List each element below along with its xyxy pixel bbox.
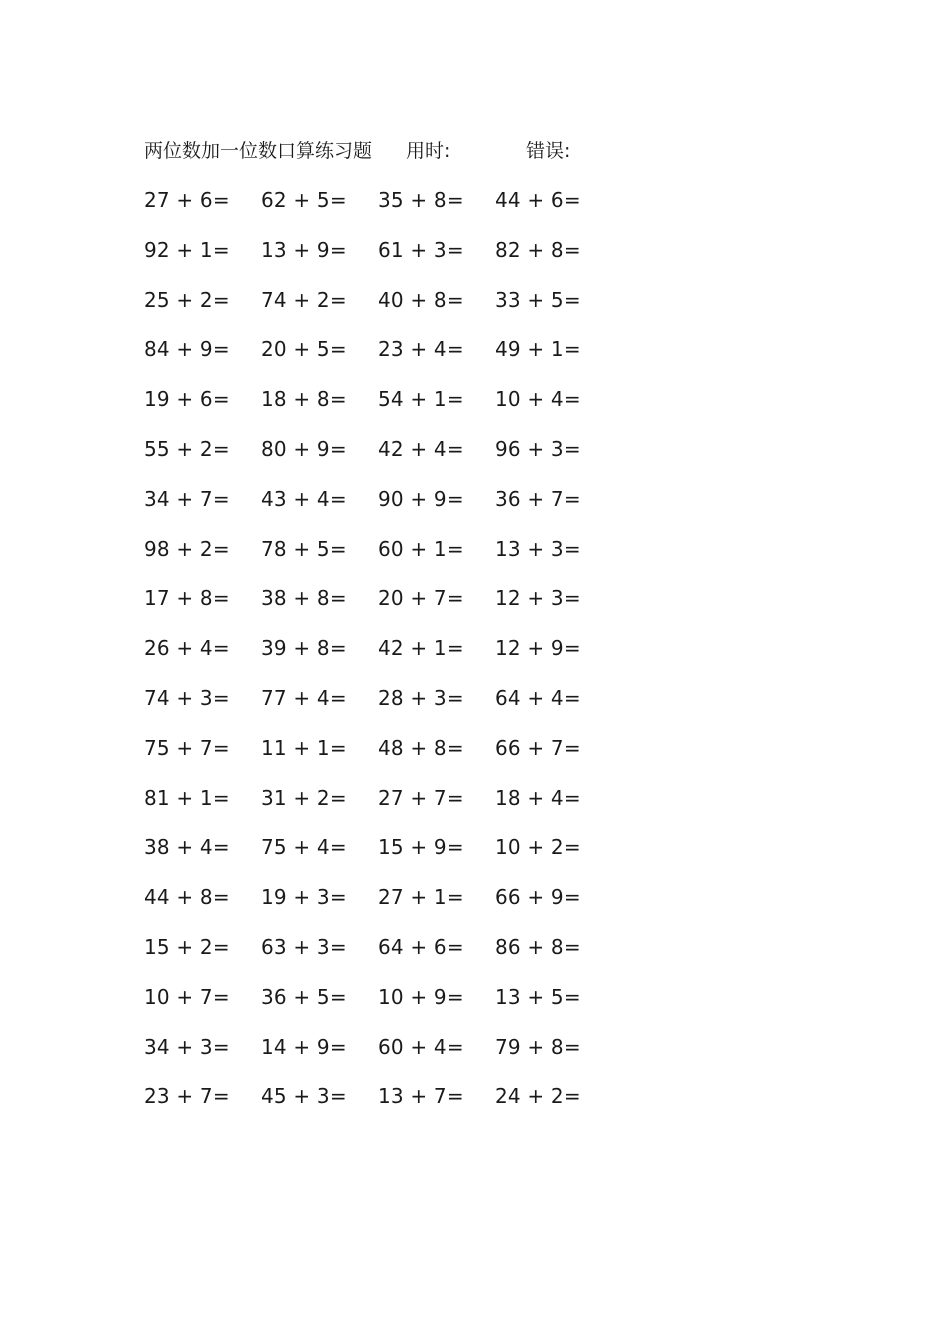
problem-row [144,782,624,832]
problem-row [144,1080,624,1130]
problem-item: 74 + 2= [261,287,347,312]
problem-grid [144,184,624,1130]
problem-item: 78 + 5= [261,536,347,561]
problem-item: 15 + 9= [378,835,464,860]
problem-item: 42 + 4= [378,436,464,461]
problem-item: 23 + 4= [378,337,464,362]
problem-item: 45 + 3= [261,1084,347,1109]
problem-item: 35 + 8= [378,188,464,212]
problem-item: 27 + 6= [144,188,230,212]
problem-item: 96 + 3= [495,436,581,461]
problem-item: 14 + 9= [261,1034,347,1059]
problem-item: 64 + 6= [378,934,464,959]
problem-row [144,433,624,483]
problem-item: 19 + 6= [144,387,230,412]
problem-item: 15 + 2= [144,934,230,959]
problem-row [144,234,624,284]
problem-item: 55 + 2= [144,436,230,461]
problem-row [144,333,624,383]
problem-item: 13 + 3= [495,536,581,561]
problem-item: 33 + 5= [495,287,581,312]
problem-item: 66 + 9= [495,885,581,910]
problem-row [144,981,624,1031]
problem-item: 66 + 7= [495,735,581,760]
problem-item: 20 + 7= [378,586,464,611]
problem-row [144,582,624,632]
problem-item: 61 + 3= [378,237,464,262]
problem-item: 48 + 8= [378,735,464,760]
problem-item: 12 + 9= [495,636,581,661]
problem-item: 10 + 4= [495,387,581,412]
problem-row [144,881,624,931]
problem-item: 10 + 2= [495,835,581,860]
problem-item: 10 + 7= [144,984,230,1009]
problem-item: 27 + 7= [378,785,464,810]
problem-item: 13 + 7= [378,1084,464,1109]
problem-item: 54 + 1= [378,387,464,412]
problem-item: 36 + 5= [261,984,347,1009]
problem-item: 60 + 4= [378,1034,464,1059]
problem-item: 13 + 9= [261,237,347,262]
problem-item: 28 + 3= [378,685,464,710]
problem-item: 38 + 4= [144,835,230,860]
problem-item: 40 + 8= [378,287,464,312]
problem-item: 27 + 1= [378,885,464,910]
problem-item: 38 + 8= [261,586,347,611]
problem-item: 12 + 3= [495,586,581,611]
problem-item: 20 + 5= [261,337,347,362]
problem-item: 39 + 8= [261,636,347,661]
problem-item: 62 + 5= [261,188,347,212]
problem-item: 86 + 8= [495,934,581,959]
problem-row [144,483,624,533]
problem-item: 34 + 3= [144,1034,230,1059]
problem-item: 44 + 8= [144,885,230,910]
problem-row [144,284,624,334]
problem-item: 26 + 4= [144,636,230,661]
problem-item: 92 + 1= [144,237,230,262]
problem-row [144,831,624,881]
problem-item: 84 + 9= [144,337,230,362]
problem-item: 23 + 7= [144,1084,230,1109]
problem-item: 80 + 9= [261,436,347,461]
problem-row [144,682,624,732]
problem-row [144,383,624,433]
problem-item: 18 + 4= [495,785,581,810]
problem-item: 10 + 9= [378,984,464,1009]
problem-item: 74 + 3= [144,685,230,710]
worksheet-title: 两位数加一位数口算练习题 [144,140,373,162]
problem-item: 81 + 1= [144,785,230,810]
problem-item: 98 + 2= [144,536,230,561]
problem-item: 11 + 1= [261,735,347,760]
problem-item: 31 + 2= [261,785,347,810]
problem-item: 43 + 4= [261,486,347,511]
problem-item: 49 + 1= [495,337,581,362]
problem-item: 77 + 4= [261,685,347,710]
problem-item: 19 + 3= [261,885,347,910]
problem-item: 82 + 8= [495,237,581,262]
problem-item: 44 + 6= [495,188,581,212]
problem-item: 13 + 5= [495,984,581,1009]
problem-item: 75 + 4= [261,835,347,860]
time-label: 用时: [406,140,451,162]
problem-item: 34 + 7= [144,486,230,511]
worksheet-header [144,136,664,166]
problem-item: 64 + 4= [495,685,581,710]
problem-item: 60 + 1= [378,536,464,561]
problem-item: 79 + 8= [495,1034,581,1059]
problem-row [144,184,624,234]
problem-row [144,1031,624,1081]
problem-item: 25 + 2= [144,287,230,312]
problem-item: 90 + 9= [378,486,464,511]
problem-item: 24 + 2= [495,1084,581,1109]
problem-item: 63 + 3= [261,934,347,959]
errors-label: 错误: [526,140,571,162]
problem-row [144,931,624,981]
problem-row [144,732,624,782]
problem-item: 42 + 1= [378,636,464,661]
problem-row [144,632,624,682]
problem-item: 75 + 7= [144,735,230,760]
problem-item: 18 + 8= [261,387,347,412]
problem-item: 17 + 8= [144,586,230,611]
problem-row [144,533,624,583]
problem-item: 36 + 7= [495,486,581,511]
